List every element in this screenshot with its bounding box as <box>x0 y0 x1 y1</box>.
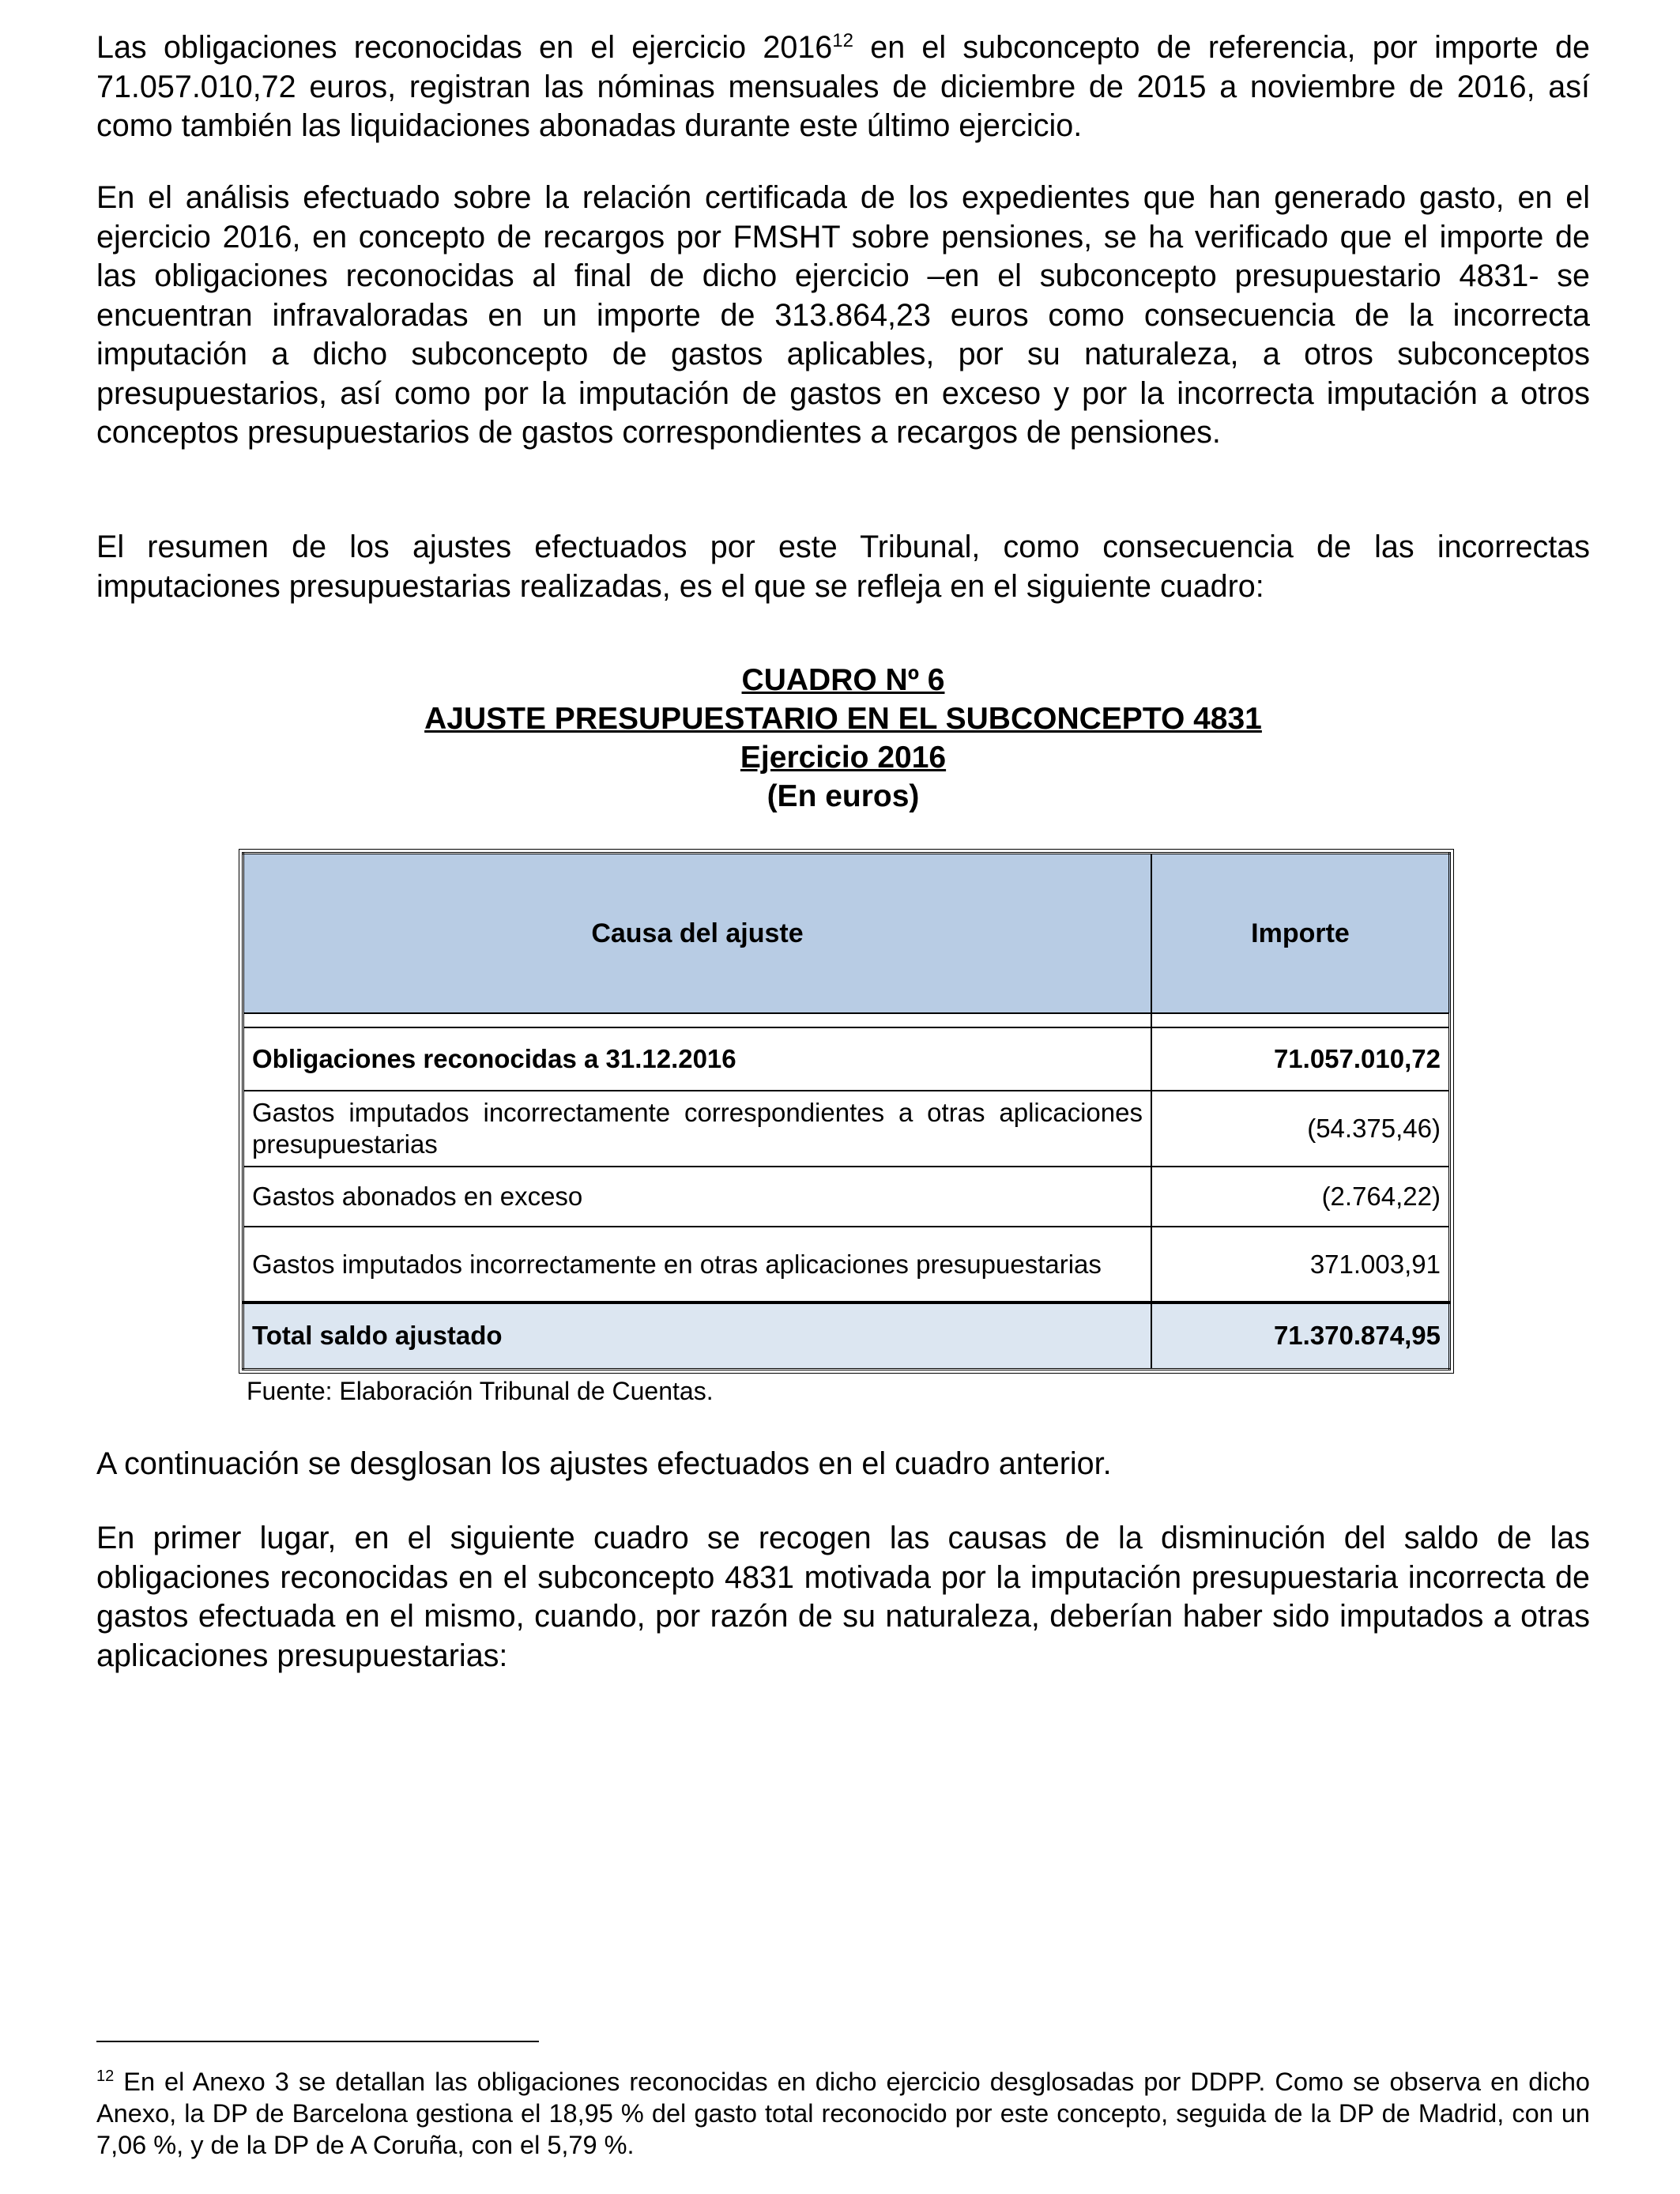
paragraph-desglose: A continuación se desglosan los ajustes efectuados en el cuadro anterior. <box>96 1446 1112 1481</box>
column-header-amount: Importe <box>1151 854 1450 1014</box>
row-cause: Gastos imputados incorrectamente en otras aplicaciones presupuestarias <box>243 1227 1152 1302</box>
table-title: AJUSTE PRESUPUESTARIO EN EL SUBCONCEPTO 4831 <box>424 702 1262 736</box>
row-amount: (2.764,22) <box>1151 1167 1450 1227</box>
total-amount: 71.370.874,95 <box>1151 1302 1450 1369</box>
spacer-cell <box>243 1013 1152 1027</box>
table-source: Fuente: Elaboración Tribunal de Cuentas. <box>247 1377 714 1405</box>
row-cause: Obligaciones reconocidas a 31.12.2016 <box>243 1027 1152 1091</box>
footnote <box>96 2066 1590 2161</box>
table-unit: (En euros) <box>767 779 920 813</box>
paragraph-analisis: En el análisis efectuado sobre la relación certificada de los expedientes que han generado gasto, en el ejercicio 2016, en concepto de recargos por FMSHT sobre pensiones, se ha verificado que el importe de las obligaciones reconocidas al final de dicho ejercicio –en el subconcepto presupuestario 4831- se encuentran infravaloradas en un importe de 313.864,23 euros como consecuencia de la incorrecta imputación a dicho subconcepto de gastos aplicables, por su naturaleza, a otros subconceptos presupuestarios, así como por la imputación de gastos en exceso y por la incorrecta imputación a otros conceptos presupuestarios de gastos correspondientes a recargos de pensiones. <box>96 180 1590 450</box>
table-row <box>243 1091 1450 1167</box>
spacer-cell <box>1151 1013 1450 1027</box>
table-year: Ejercicio 2016 <box>740 741 947 775</box>
row-amount: 71.057.010,72 <box>1151 1027 1450 1091</box>
footnote-text: En el Anexo 3 se detallan las obligaciones reconocidas en dicho ejercicio desglosadas por DDPP. Como se observa en dicho Anexo, la DP de Barcelona gestiona el 18,95 % del gasto total reconocido por este concepto, seguida de la DP de Madrid, con un 7,06 %, y de la DP de A Coruña, con el 5,79 %. <box>96 2068 1590 2159</box>
table-total-row <box>243 1302 1450 1369</box>
table-row <box>243 1027 1450 1091</box>
footnote-number: 12 <box>96 2068 115 2086</box>
adjustment-table <box>242 852 1451 1370</box>
table-row <box>243 1167 1450 1227</box>
footnote-divider <box>96 2041 539 2042</box>
row-cause: Gastos abonados en exceso <box>243 1167 1152 1227</box>
table-row <box>243 1227 1450 1302</box>
row-amount: 371.003,91 <box>1151 1227 1450 1302</box>
paragraph-text: en el subconcepto de referencia, por importe de 71.057.010,72 euros, registran las nóminas mensuales de diciembre de 2015 a noviembre de 2016, así como también las liquidaciones abonadas durante este último ejercicio. <box>96 30 1590 143</box>
column-header-cause: Causa del ajuste <box>243 854 1152 1014</box>
table-spacer-row <box>243 1013 1450 1027</box>
paragraph-obligaciones <box>96 28 1590 146</box>
footnote-reference[interactable]: 12 <box>832 29 853 51</box>
table-number: CUADRO Nº 6 <box>741 663 945 697</box>
total-label: Total saldo ajustado <box>243 1302 1152 1369</box>
paragraph-resumen: El resumen de los ajustes efectuados por este Tribunal, como consecuencia de las incorrectas imputaciones presupuestarias realizadas, es el que se refleja en el siguiente cuadro: <box>96 530 1590 604</box>
table-heading <box>96 661 1590 816</box>
row-cause: Gastos imputados incorrectamente correspondientes a otras aplicaciones presupuestarias <box>243 1091 1152 1167</box>
row-amount: (54.375,46) <box>1151 1091 1450 1167</box>
paragraph-primer-lugar: En primer lugar, en el siguiente cuadro se recogen las causas de la disminución del saldo de las obligaciones reconocidas en el subconcepto 4831 motivada por la imputación presupuestaria incorrecta de gastos efectuada en el mismo, cuando, por razón de su naturaleza, deberían haber sido imputados a otras aplicaciones presupuestarias: <box>96 1521 1590 1673</box>
table-header-row <box>243 854 1450 1014</box>
paragraph-text: Las obligaciones reconocidas en el ejercicio 2016 <box>96 30 833 65</box>
